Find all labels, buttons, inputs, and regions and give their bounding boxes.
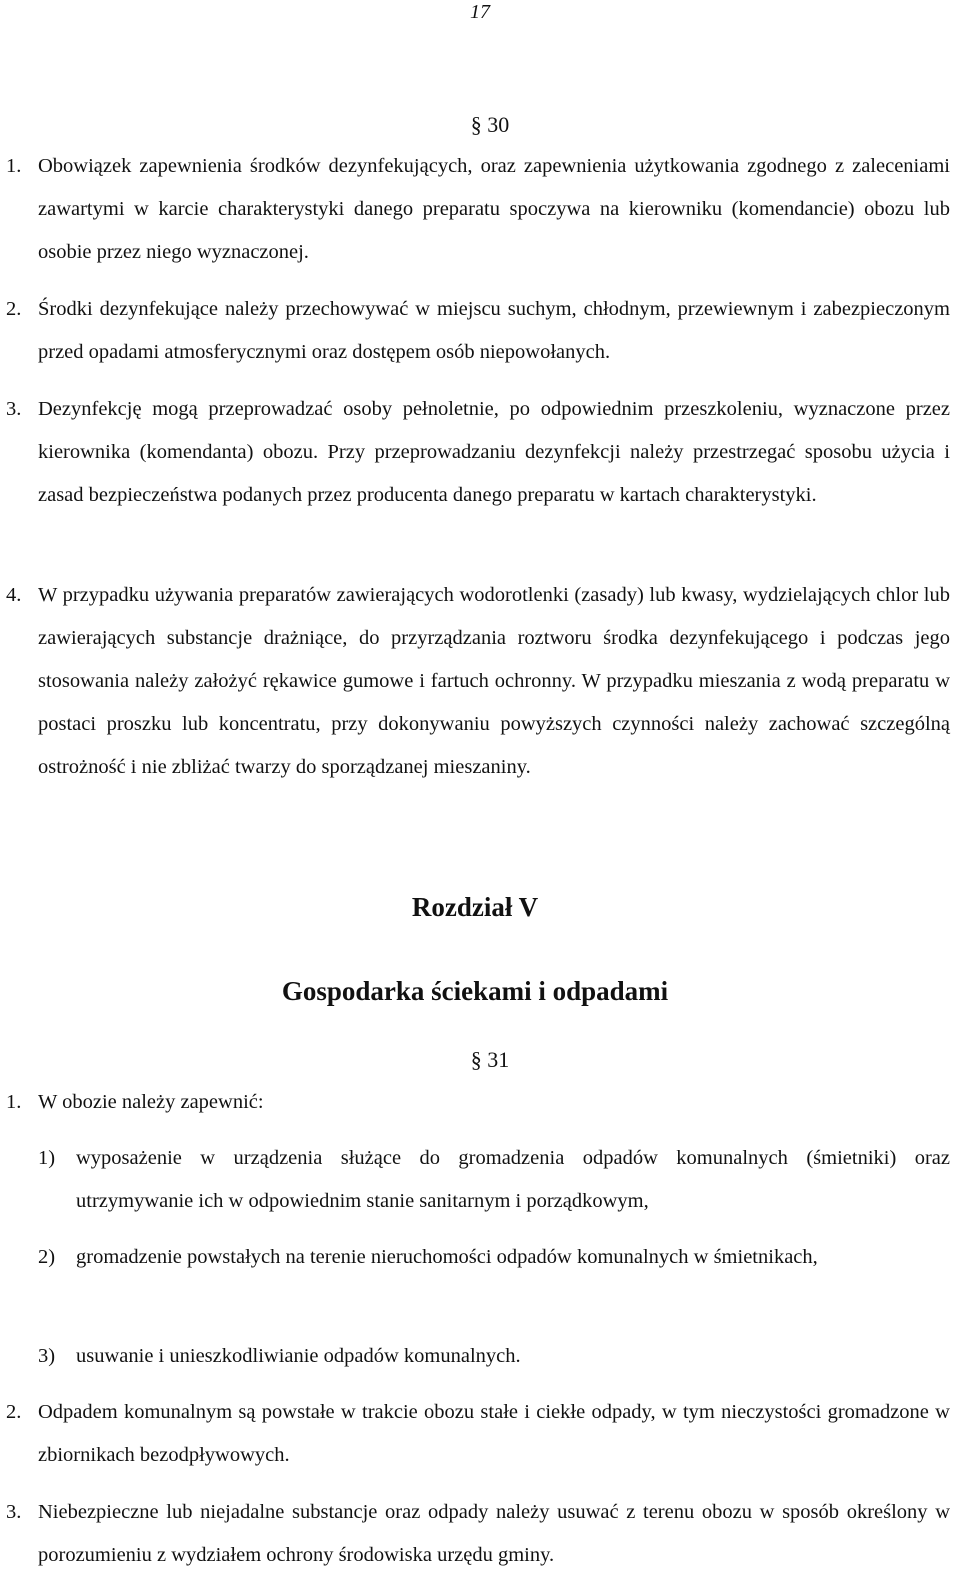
section-31-paragraph-1 <box>6 1081 950 1124</box>
chapter-subtitle: Gospodarka ściekami i odpadami <box>281 976 669 1006</box>
list-item-text: wyposażenie w urządzenia służące do gromadzenia odpadów komunalnych (śmietniki) oraz utrzymywanie ich w odpowiednim stanie sanitarnym i porządkowym, <box>76 1147 950 1212</box>
section-30-paragraph-1 <box>6 145 950 274</box>
list-item-1 <box>38 1137 950 1223</box>
page-number: 17 <box>470 1 490 23</box>
list-item-number: 1) <box>38 1147 56 1169</box>
paragraph-text: Środki dezynfekujące należy przechowywać w miejscu suchym, chłodnym, przewiewnym i zabezpieczonym przed opadami atmosferycznymi oraz dostępem osób niepowołanych. <box>38 298 950 363</box>
section-30-marker: § 30 <box>470 112 510 137</box>
paragraph-text: Niebezpieczne lub niejadalne substancje oraz odpady należy usuwać z terenu obozu w sposób określony w porozumieniu z wydziałem ochrony środowiska urzędu gminy. <box>38 1501 950 1566</box>
section-31-paragraph-3 <box>6 1491 950 1577</box>
section-30-paragraph-4 <box>6 574 950 789</box>
list-item-number: 3) <box>38 1345 56 1367</box>
section-30-paragraph-2 <box>6 288 950 374</box>
chapter-title: Rozdział V <box>411 892 539 922</box>
paragraph-number: 1. <box>6 155 22 177</box>
paragraph-number: 2. <box>6 298 22 320</box>
list-item-number: 2) <box>38 1246 56 1268</box>
paragraph-number: 3. <box>6 1501 22 1523</box>
paragraph-number: 3. <box>6 398 22 420</box>
section-30-paragraph-3 <box>6 388 950 517</box>
paragraph-number: 2. <box>6 1401 22 1423</box>
paragraph-text: W obozie należy zapewnić: <box>38 1091 264 1113</box>
section-31-paragraph-2 <box>6 1391 950 1477</box>
list-item-2 <box>38 1236 950 1279</box>
paragraph-text: Dezynfekcję mogą przeprowadzać osoby pełnoletnie, po odpowiednim przeszkoleniu, wyznaczone przez kierownika (komendanta) obozu. Przy przeprowadzaniu dezynfekcji należy przestrzegać sposobu użycia i zasad bezpieczeństwa podanych przez producenta danego preparatu w kartach charakterystyki. <box>38 398 950 506</box>
section-31-marker: § 31 <box>470 1047 510 1072</box>
paragraph-text: Obowiązek zapewnienia środków dezynfekujących, oraz zapewnienia użytkowania zgodnego z zaleceniami zawartymi w karcie charakterystyki danego preparatu spoczywa na kierowniku (komendancie) obozu lub osobie przez niego wyznaczonej. <box>38 155 950 263</box>
list-item-text: usuwanie i unieszkodliwianie odpadów komunalnych. <box>76 1345 521 1367</box>
list-item-text: gromadzenie powstałych na terenie nieruchomości odpadów komunalnych w śmietnikach, <box>76 1246 818 1268</box>
paragraph-number: 1. <box>6 1091 22 1113</box>
paragraph-number: 4. <box>6 584 22 606</box>
paragraph-text: W przypadku używania preparatów zawierających wodorotlenki (zasady) lub kwasy, wydzielających chlor lub zawierających substancje drażniące, do przyrządzania roztworu środka dezynfekującego i podczas jego stosowania należy założyć rękawice gumowe i fartuch ochronny. W przypadku mieszania z wodą preparatu w postaci proszku lub koncentratu, przy dokonywaniu powyższych czynności należy zachować szczególną ostrożność i nie zbliżać twarzy do sporządzanej mieszaniny. <box>38 584 950 778</box>
list-item-3 <box>38 1335 950 1378</box>
paragraph-text: Odpadem komunalnym są powstałe w trakcie obozu stałe i ciekłe odpady, w tym nieczystości gromadzone w zbiornikach bezodpływowych. <box>38 1401 950 1466</box>
